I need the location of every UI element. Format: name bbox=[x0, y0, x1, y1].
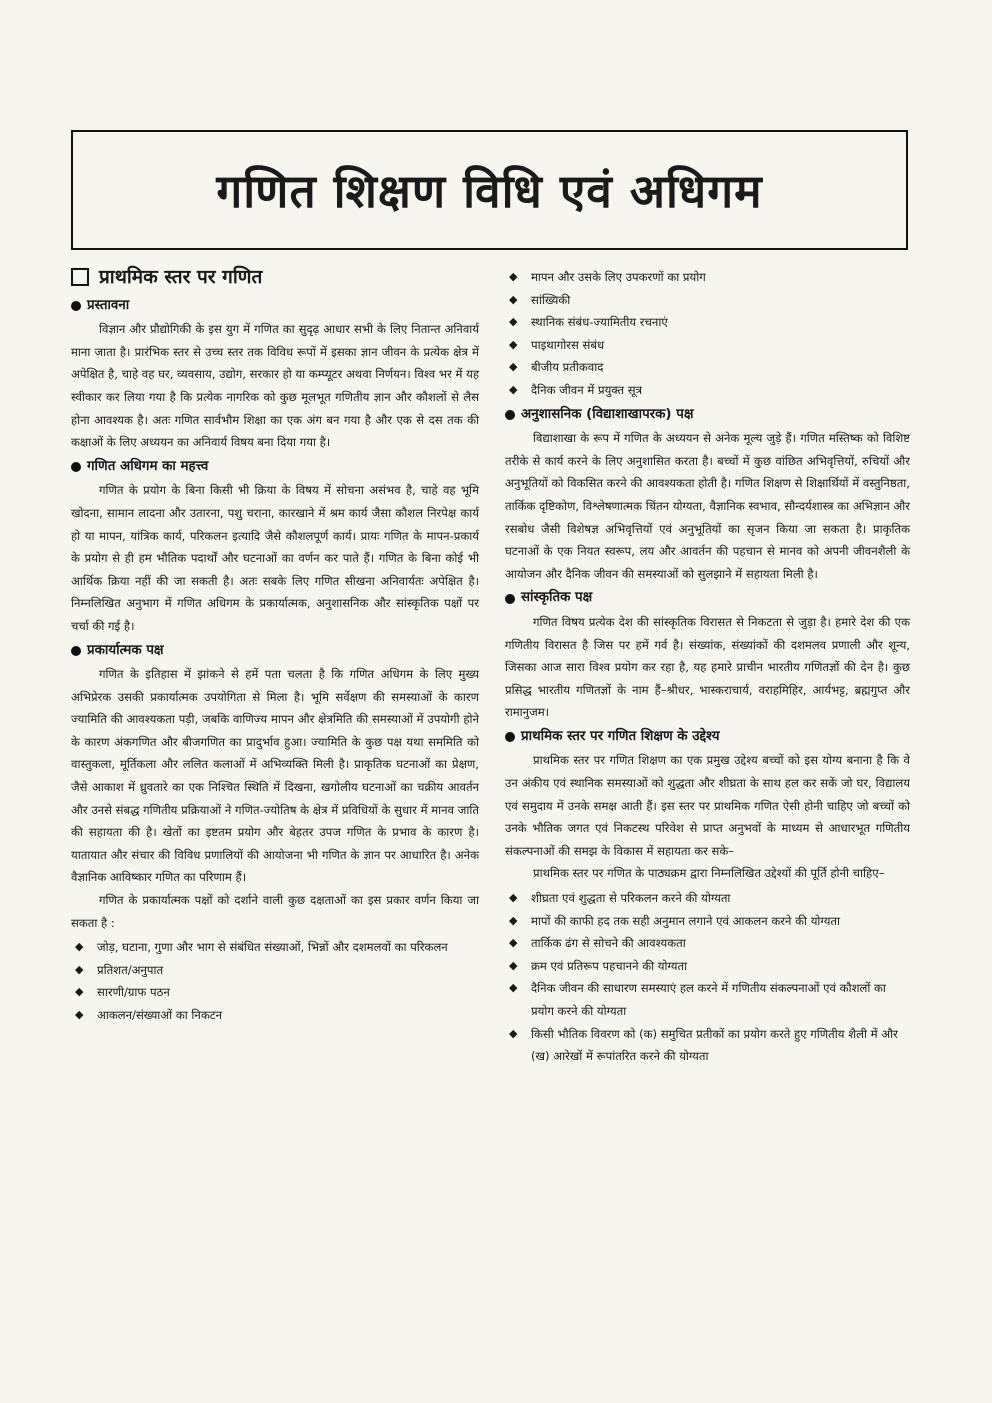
list-item bbox=[505, 932, 910, 955]
list-item-text: स्थानिक संबंध-ज्यामितीय रचनाएं bbox=[531, 315, 668, 330]
list-item-text: शीघ्रता एवं शुद्धता से परिकलन करने की योग्यता bbox=[531, 891, 731, 906]
diamond-bullet-icon: ◆ bbox=[75, 940, 84, 954]
diamond-bullet-icon: ◆ bbox=[509, 337, 518, 351]
list-item bbox=[505, 955, 910, 978]
cultural-paragraph: गणित विषय प्रत्येक देश की सांस्कृतिक विरासत से निकटता से जुड़ा है। हमारे देश की एक गणितीय विरासत है जिस पर हमें गर्व है। संख्यांक, संख्यांकों की दशमलव प्रणाली और शून्य, जिसका आज सारा विश्व प्रयोग कर रहा है, यह हमारे प्राचीन भारतीय गणितज्ञों की देन है। कुछ प्रसिद्ध भारतीय गणितज्ञों के नाम हैं–श्रीधर, भास्कराचार्य, वराहमिहिर, आर्यभट्ट, ब्रह्मगुप्त और रामानुजम। bbox=[505, 614, 910, 720]
diamond-bullet-icon: ◆ bbox=[509, 360, 518, 374]
bullet-dot-icon bbox=[505, 594, 515, 604]
list-item-text: पाइथागोरस संबंध bbox=[531, 337, 605, 352]
list-item-text: तार्किक ढंग से सोचने की आवश्यकता bbox=[531, 936, 686, 951]
bullet-dot-icon bbox=[71, 301, 81, 311]
importance-paragraph: गणित के प्रयोग के बिना किसी भी क्रिया के विषय में सोचना असंभव है, चाहे वह भूमि खोदना, सामान लादना और उतारना, पशु चराना, कारखाने में श्रम कार्य जैसा कौशल निरपेक्ष कार्य हो या मापन, यांत्रिक कार्य, परिकलन इत्यादि जैसे कौशलपूर्ण कार्य। प्रायः गणित के मापन-प्रकार्य के प्रयोग से ही हम भौतिक पदार्थों और घटनाओं का वर्णन कर पाते हैं। गणित के बिना कोई भी आर्थिक क्रिया नहीं की जा सकती है। अतः सबके लिए गणित सीखना अनिवार्यतः अपेक्षित है। निम्नलिखित अनुभाग में गणित अधिगम के प्रकार्यात्मक, अनुशासनिक और सांस्कृतिक पक्षों पर चर्चा की गई है। bbox=[71, 483, 479, 633]
list-item bbox=[505, 1023, 910, 1068]
list-item bbox=[505, 289, 910, 312]
list-item-text: किसी भौतिक विवरण को (क) समुचित प्रतीकों का प्रयोग करते हुए गणितीय शैली में और (ख) आरेखों में रूपांतरित करने की योग्यता bbox=[531, 1026, 898, 1064]
bullet-dot-icon bbox=[505, 410, 515, 420]
list-item bbox=[505, 379, 910, 402]
diamond-bullet-icon: ◆ bbox=[509, 891, 518, 905]
list-item bbox=[505, 887, 910, 910]
diamond-bullet-icon: ◆ bbox=[509, 958, 518, 972]
diamond-bullet-icon: ◆ bbox=[509, 981, 518, 995]
diamond-bullet-icon: ◆ bbox=[75, 1008, 84, 1021]
list-item-text: जोड़, घटाना, गुणा और भाग से संबंधित संख्याओं, भिन्नों और दशमलवों का परिकलन bbox=[97, 940, 448, 955]
top-list bbox=[505, 266, 910, 402]
objectives-list bbox=[505, 887, 910, 1068]
page-title: गणित शिक्षण विधि एवं अधिगम bbox=[216, 164, 763, 218]
list-item-text: क्रम एवं प्रतिरूप पहचानने की योग्यता bbox=[531, 958, 688, 973]
section-title-text: प्राथमिक स्तर पर गणित bbox=[99, 266, 263, 288]
list-item-text: सारणी/ग्राफ पठन bbox=[97, 985, 170, 1000]
list-item bbox=[505, 334, 910, 357]
objectives-heading bbox=[505, 726, 910, 749]
list-item-text: मापों की काफी हद तक सही अनुमान लगाने एवं आकलन करने की योग्यता bbox=[531, 913, 841, 928]
diamond-bullet-icon: ◆ bbox=[509, 315, 518, 329]
list-item-text: सांख्यिकी bbox=[531, 292, 571, 307]
diamond-bullet-icon: ◆ bbox=[509, 292, 518, 306]
functional-list bbox=[71, 936, 479, 1026]
diamond-bullet-icon: ◆ bbox=[509, 913, 518, 927]
section-title bbox=[71, 266, 479, 289]
right-column bbox=[505, 266, 910, 1070]
diamond-bullet-icon: ◆ bbox=[509, 936, 518, 950]
diamond-bullet-icon: ◆ bbox=[509, 1026, 518, 1040]
objectives-heading-text: प्राथमिक स्तर पर गणित शिक्षण के उद्देश्य bbox=[521, 728, 720, 744]
intro-heading-text: प्रस्तावना bbox=[87, 297, 130, 313]
list-item-text: मापन और उसके लिए उपकरणों का प्रयोग bbox=[531, 270, 706, 284]
importance-heading-text: गणित अधिगम का महत्त्व bbox=[87, 458, 209, 474]
list-item-text: प्रतिशत/अनुपात bbox=[97, 962, 164, 977]
list-item bbox=[505, 910, 910, 933]
diamond-bullet-icon: ◆ bbox=[75, 962, 84, 976]
intro-heading bbox=[71, 295, 479, 318]
objectives-paragraph: प्राथमिक स्तर पर गणित शिक्षण का एक प्रमुख उद्देश्य बच्चों को इस योग्य बनाना है कि वे उन अंकीय एवं स्थानिक समस्याओं को शुद्धता और शीघ्रता के साथ हल कर सकें जो घर, विद्यालय एवं समुदाय में उनके समक्ष आती हैं। इस स्तर पर प्राथमिक गणित ऐसी होनी चाहिए जो बच्चों को उनके भौतिक जगत एवं निकटस्थ परिवेश से प्राप्त अनुभवों के माध्यम से आधारभूत गणितीय संकल्पनाओं की समझ के विकास में सहायता कर सके– bbox=[505, 753, 910, 858]
list-item-text: बीजीय प्रतीकवाद bbox=[531, 360, 604, 375]
list-item bbox=[505, 356, 910, 379]
diamond-bullet-icon: ◆ bbox=[509, 382, 518, 396]
title-box bbox=[71, 130, 908, 250]
bullet-dot-icon bbox=[71, 646, 81, 656]
cultural-heading-text: सांस्कृतिक पक्ष bbox=[521, 590, 593, 606]
list-item bbox=[71, 981, 479, 1004]
functional-heading bbox=[71, 640, 479, 663]
list-item bbox=[505, 311, 910, 334]
cultural-heading bbox=[505, 587, 910, 610]
functional-paragraph-2: गणित के प्रकार्यात्मक पक्षों को दर्शाने वाली कुछ दक्षताओं का इस प्रकार वर्णन किया जा सकता है : bbox=[71, 893, 479, 930]
disciplinary-heading bbox=[505, 404, 910, 427]
checkbox-icon bbox=[71, 268, 89, 286]
left-column bbox=[71, 266, 479, 1029]
diamond-bullet-icon: ◆ bbox=[509, 270, 518, 283]
list-item bbox=[505, 977, 910, 1022]
list-item bbox=[71, 1004, 479, 1027]
disciplinary-heading-text: अनुशासनिक (विद्याशाखापरक) पक्ष bbox=[521, 406, 694, 422]
list-item bbox=[71, 936, 479, 959]
list-item-text: आकलन/संख्याओं का निकटन bbox=[97, 1008, 223, 1022]
list-item-text: दैनिक जीवन की साधारण समस्याएं हल करने में गणितीय संकल्पनाओं एवं कौशलों का प्रयोग करने की योग्यता bbox=[531, 981, 886, 1018]
list-item bbox=[71, 959, 479, 982]
bullet-dot-icon bbox=[71, 462, 81, 472]
list-item-text: दैनिक जीवन में प्रयुक्त सूत्र bbox=[531, 382, 643, 397]
importance-heading bbox=[71, 456, 479, 479]
diamond-bullet-icon: ◆ bbox=[75, 985, 84, 999]
functional-paragraph: गणित के इतिहास में झांकने से हमें पता चलता है कि गणित अधिगम के लिए मुख्य अभिप्रेरक उसकी प्रकार्यात्मक उपयोगिता से मिला है। भूमि सर्वेक्षण की समस्याओं के कारण ज्यामिति की आवश्यकता पड़ी, जबकि वाणिज्य मापन और क्षेत्रमिति की समस्याओं में उपयोगी होने के कारण अंकगणित और बीजगणित का प्रादुर्भाव हुआ। ज्यामिति के कुछ पक्ष यथा सममिति को वास्तुकला, मूर्तिकला और ललित कलाओं में अभिव्यक्ति मिली है। प्राकृतिक घटनाओं का प्रेक्षण, जैसे आकाश में ध्रुवतारे का एक निश्चित स्थिति में दिखना, खगोलीय घटनाओं का चक्रीय आवर्तन और उनसे संबद्ध गणितीय प्रक्रियाओं ने गणित-ज्योतिष के क्षेत्र में प्रविधियों के सुधार में मानव जाति की सहायता की है। खेतों का इष्टतम प्रयोग और बेहतर उपज गणित के प्रभाव के कारण है। यातायात और संचार की विविध प्रणालियों की आयोजना भी गणित के ज्ञान पर आधारित है। अनेक वैज्ञानिक आविष्कार गणित का परिणाम हैं। bbox=[71, 667, 479, 885]
disciplinary-paragraph: विद्याशाखा के रूप में गणित के अध्ययन से अनेक मूल्य जुड़े हैं। गणित मस्तिष्क को विशिष्ट तरीके से कार्य करने के लिए अनुशासित करता है। बच्चों में कुछ वांछित अभिवृत्तियों, रुचियों और अनुभूतियों को विकसित करने की आवश्यकता होती है। गणित शिक्षण से शिक्षार्थियों में वस्तुनिष्ठता, तार्किक दृष्टिकोण, विश्लेषणात्मक चिंतन योग्यता, वैज्ञानिक स्वभाव, सौन्दर्यशास्त्र का अभिज्ञान और रसबोध जैसी विशेषज्ञ अभिवृत्तियों एवं अनुभूतियों का सृजन किया जा सकता है। प्राकृतिक घटनाओं के एक नियत स्वरूप, लय और आवर्तन की पहचान से मानव को अपनी जीवनशैली के आयोजन और दैनिक जीवन की समस्याओं को सुलझाने में सहायता मिली है। bbox=[505, 431, 910, 581]
intro-paragraph: विज्ञान और प्रौद्योगिकी के इस युग में गणित का सुदृढ़ आधार सभी के लिए नितान्त अनिवार्य माना जाता है। प्रारंभिक स्तर से उच्च स्तर तक विविध रूपों में इसका ज्ञान जीवन के प्रत्येक क्षेत्र में अपेक्षित है, चाहे वह घर, व्यवसाय, उद्योग, सरकार हो या कम्प्यूटर अथवा निर्णयन। विश्व भर में यह स्वीकार कर लिया गया है कि प्रत्येक नागरिक को कुछ मूलभूत गणितीय ज्ञान और कौशलों से लैस होना आवश्यक है। अतः गणित सार्वभौम शिक्षा का एक अंग बन गया है और एक से दस तक की कक्षाओं के लिए अध्ययन का अनिवार्य विषय बना दिया गया है। bbox=[71, 322, 479, 450]
list-item bbox=[505, 266, 910, 289]
functional-heading-text: प्रकार्यात्मक पक्ष bbox=[87, 642, 164, 658]
objectives-paragraph-2: प्राथमिक स्तर पर गणित के पाठ्यक्रम द्वारा निम्नलिखित उद्देश्यों की पूर्ति होनी चाहिए– bbox=[533, 866, 885, 881]
bullet-dot-icon bbox=[505, 732, 515, 742]
